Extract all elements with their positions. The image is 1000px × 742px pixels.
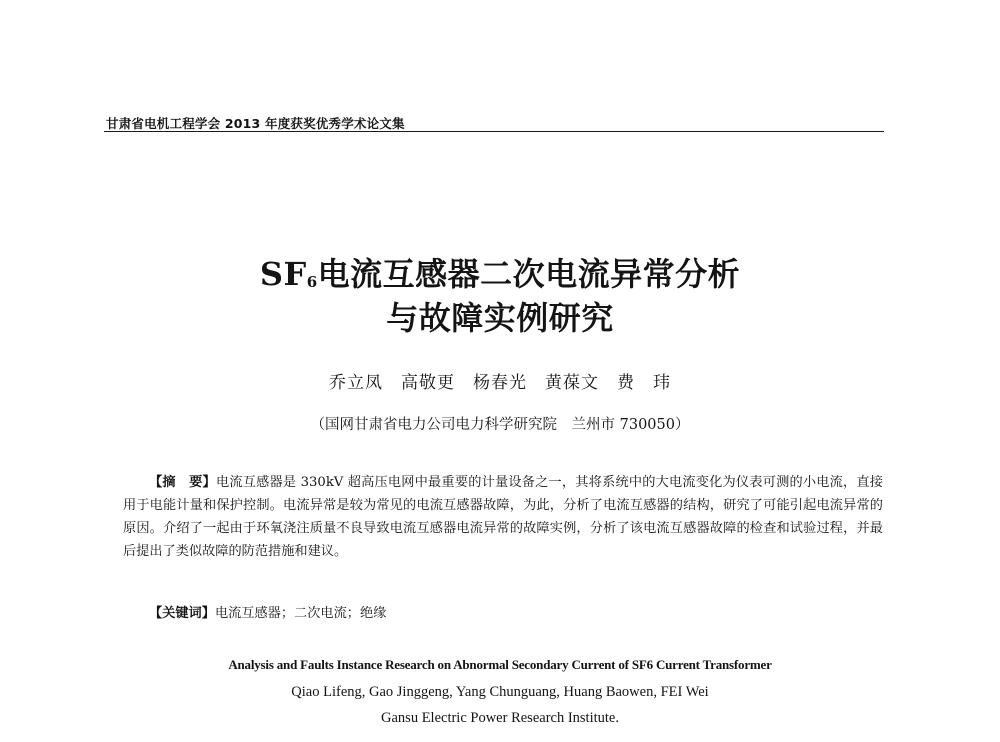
abstract-text: 电流互感器是 330kV 超高压电网中最重要的计量设备之一，其将系统中的大电流变化为仪表可测的小电流，直接用于电能计量和保护控制。电流异常是较为常见的电流互感器故障，为此，分析了电流互感器的结构，研究了可能引起电流异常的原因。介绍了一起由于环氧浇注质量不良导致电流互感器电流异常的故障实例，分析了该电流互感器故障的检查和试验过程，并最后提出了类似故障的防范措施和建议。: [123, 475, 883, 559]
english-affiliation: Gansu Electric Power Research Institute.: [381, 710, 619, 726]
keywords-text: 电流互感器；二次电流；绝缘: [214, 606, 387, 621]
running-header: 甘肃省电机工程学会 2013 年度获奖优秀学术论文集: [106, 116, 405, 131]
english-title: Analysis and Faults Instance Research on Abnormal Secondary Current of SF6 Current Transformer: [228, 657, 772, 672]
keywords-label: 【关键词】: [149, 606, 215, 621]
abstract-label: 【摘 要】: [149, 475, 216, 490]
title-prefix: SF: [259, 255, 307, 293]
paper-title-line-2: 与故障实例研究: [386, 299, 614, 337]
paper-title-line-1: [0, 254, 1000, 302]
title-line-1-rest: 电流互感器二次电流异常分析: [317, 255, 741, 293]
keywords: [149, 602, 386, 621]
abstract: [123, 471, 883, 563]
affiliation: （国网甘肃省电力公司电力科学研究院 兰州市 730050）: [310, 417, 690, 433]
title-subscript: 6: [306, 273, 318, 291]
author-list: 乔立凤 高敬更 杨春光 黄葆文 费 玮: [329, 373, 671, 393]
english-authors: Qiao Lifeng, Gao Jinggeng, Yang Chunguang, Huang Baowen, FEI Wei: [291, 684, 709, 700]
header-rule: [104, 131, 884, 132]
